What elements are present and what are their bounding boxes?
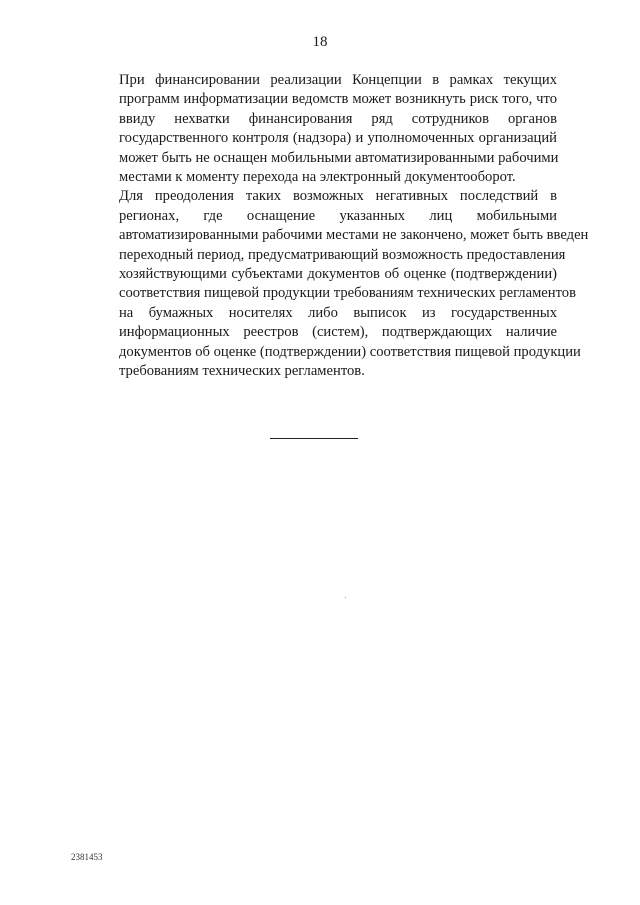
end-of-text-separator <box>270 438 358 439</box>
body-text <box>72 71 589 382</box>
text-line: на бумажных носителях либо выписок из государственных <box>119 304 557 321</box>
document-code: 2381453 <box>71 852 103 862</box>
text-line: Для преодоления таких возможных негативных последствий в <box>119 188 557 205</box>
text-line: хозяйствующими субъектами документов об оценке (подтверждении) <box>119 266 557 283</box>
text-line: соответствия пищевой продукции требованиям технических регламентов <box>119 285 576 302</box>
text-line: документов об оценке (подтверждении) соответствия пищевой продукции <box>119 343 581 360</box>
text-line: информационных реестров (систем), подтверждающих наличие <box>119 324 557 341</box>
text-line: ввиду нехватки финансирования ряд сотрудников органов <box>119 110 557 127</box>
text-line: программ информатизации ведомств может возникнуть риск того, что <box>119 91 557 108</box>
page-number: 18 <box>312 34 328 50</box>
text-line: автоматизированными рабочими местами не закончено, может быть введен <box>119 227 589 244</box>
text-line: требованиям технических регламентов. <box>119 363 365 380</box>
text-line: местами к моменту перехода на электронный документооборот. <box>119 169 516 186</box>
text-line: государственного контроля (надзора) и уполномоченных организаций <box>119 130 557 147</box>
text-line: регионах, где оснащение указанных лиц мобильными <box>119 207 557 224</box>
scan-speck <box>345 597 346 598</box>
text-line: может быть не оснащен мобильными автоматизированными рабочими <box>119 149 559 166</box>
text-line: переходный период, предусматривающий возможность предоставления <box>119 246 566 263</box>
paragraph-risk <box>72 71 557 187</box>
text-line: При финансировании реализации Концепции в рамках текущих <box>119 72 557 88</box>
paragraph-transition-period <box>72 187 589 381</box>
